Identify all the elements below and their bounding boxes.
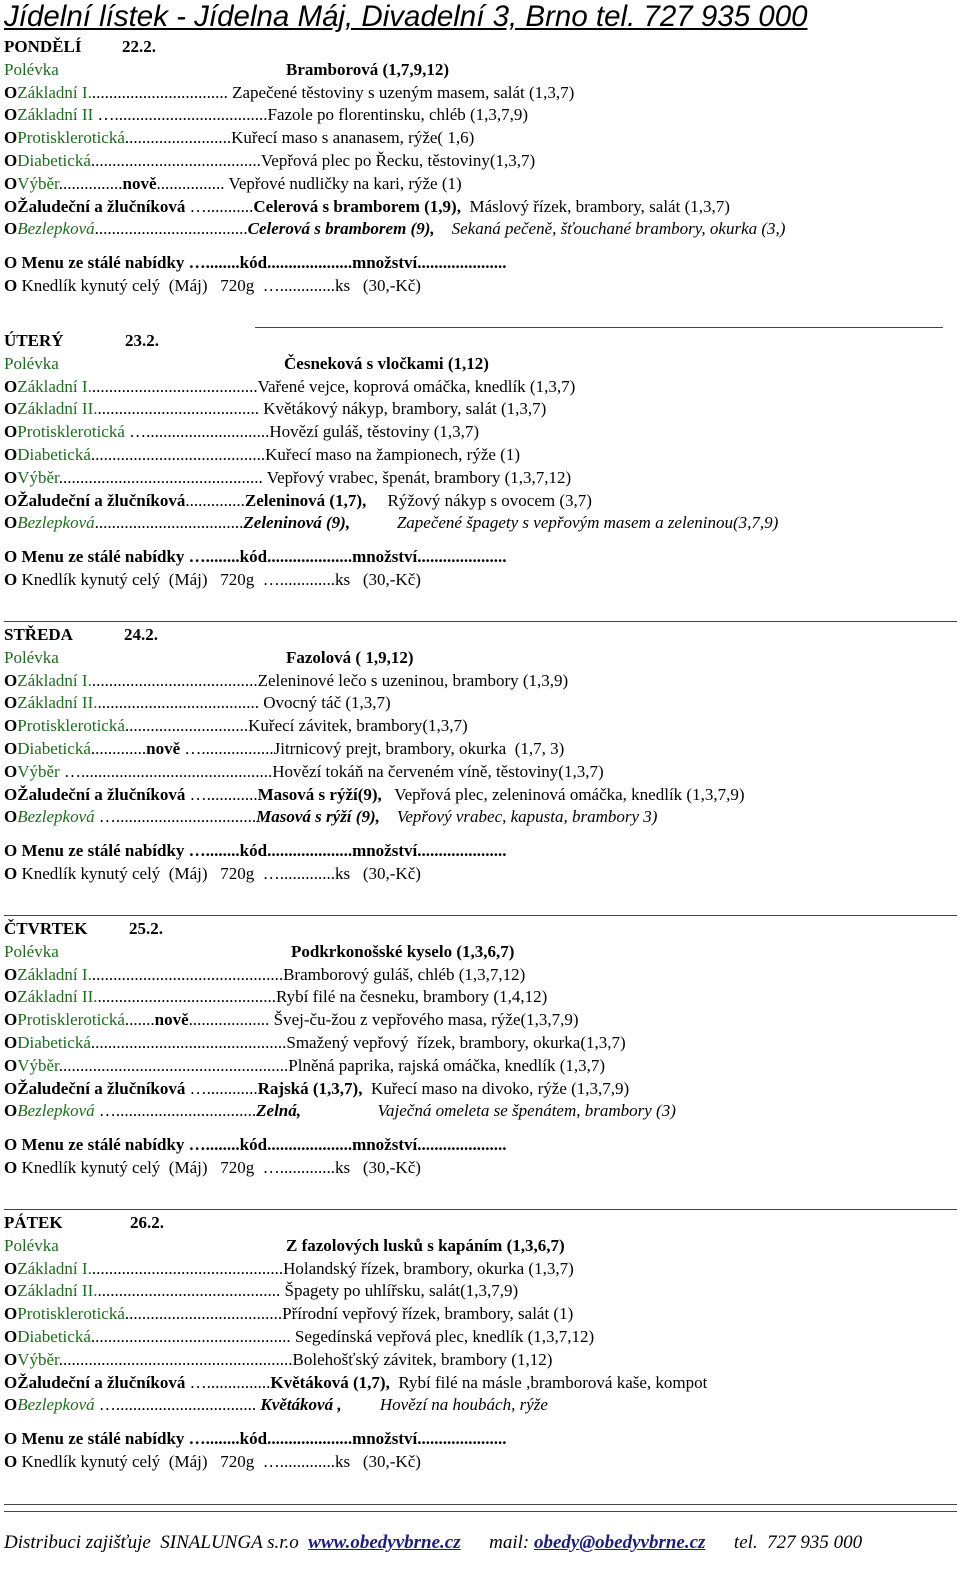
meal-text: Rybí filé na másle ,bramborová kaše, kompot: [389, 1372, 708, 1392]
divider: [4, 1209, 957, 1210]
dumpling-row[interactable]: [4, 1451, 954, 1474]
soup-row: [4, 59, 954, 82]
meal-dots: .......................................................Bolehošťský závitek, brambory (1,12): [58, 1349, 553, 1369]
meal-category: Protisklerotická: [17, 1304, 125, 1324]
soup-name: Česneková s vločkami (1,12): [284, 353, 489, 373]
diet-meal: Masová s rýží (9),: [256, 807, 380, 827]
checkbox-marker[interactable]: O: [4, 784, 18, 804]
meal-row[interactable]: [4, 670, 954, 693]
diet-meal: Zeleninová (9),: [243, 513, 351, 533]
meal-text: Vaječná omeleta se špenátem, brambory (3): [301, 1101, 676, 1121]
footer-distributor: Distribuci zajišťuje SINALUNGA s.r.o: [4, 1532, 309, 1553]
checkbox-marker[interactable]: O: [4, 1078, 18, 1098]
day-header: [4, 36, 954, 59]
checkbox-marker[interactable]: O: [4, 1349, 18, 1369]
day-date: 23.2.: [125, 331, 159, 350]
meal-row[interactable]: [4, 196, 954, 219]
standing-menu-text: Menu ze stálé nabídky …........kód....................množství.....................: [21, 841, 507, 861]
dumpling-text: Knedlík kynutý celý (Máj) 720g ….............ks (30,-Kč): [21, 863, 421, 883]
meal-dots: ….................................: [94, 1395, 257, 1415]
checkbox-marker[interactable]: O: [4, 964, 18, 984]
meal-category: Základní I.: [17, 670, 92, 690]
new-badge: nově: [146, 738, 181, 758]
meal-row[interactable]: [4, 715, 954, 738]
checkbox-marker[interactable]: O: [4, 807, 18, 827]
meal-category: Základní II.: [17, 693, 98, 713]
checkbox-marker[interactable]: O: [4, 422, 18, 442]
dumpling-text: Knedlík kynutý celý (Máj) 720g ….............ks (30,-Kč): [21, 569, 421, 589]
checkbox-marker[interactable]: O: [4, 841, 22, 861]
meal-dots: …....................................Fazole po florentinsku, chléb (1,3,7,9): [93, 105, 529, 125]
diet-meal: Květáková ,: [256, 1395, 342, 1415]
diet-meal: Masová s rýží(9),: [257, 784, 382, 804]
footer-mail-label: mail:: [460, 1532, 534, 1553]
meal-dots: ......................................................Plněná paprika, rajská omáčka, knedlík (1,3,7): [58, 1055, 606, 1075]
checkbox-marker[interactable]: O: [4, 863, 22, 883]
day-header: [4, 624, 954, 647]
soup-name: Bramborová (1,7,9,12): [286, 59, 450, 79]
soup-name: Podkrkonošské kyselo (1,3,6,7): [291, 941, 515, 961]
standing-menu-row[interactable]: [4, 840, 954, 863]
meal-category: Základní II.: [17, 987, 98, 1007]
standing-menu-text: Menu ze stálé nabídky …........kód....................množství.....................: [21, 547, 507, 567]
new-badge: nově: [122, 173, 157, 193]
meal-text: Hovězí na houbách, rýže: [341, 1395, 548, 1415]
standing-menu-row[interactable]: [4, 546, 954, 569]
day-header: [4, 330, 954, 353]
divider: [255, 327, 943, 328]
soup-name: Fazolová ( 1,9,12): [286, 647, 414, 667]
meal-dots: .........................................Kuřecí maso na žampionech, rýže (1): [90, 444, 521, 464]
checkbox-marker[interactable]: O: [4, 1429, 22, 1449]
meal-dots: ................................ Zapečené těstoviny s uzeným masem, salát (1,3,7): [91, 82, 575, 102]
day-name: ČTVRTEK: [4, 919, 88, 938]
meal-category: Výběr: [17, 1349, 59, 1369]
diet-meal: Zelná,: [256, 1101, 301, 1121]
checkbox-marker[interactable]: O: [4, 1304, 18, 1324]
meal-category: Bezlepková: [17, 513, 95, 533]
meal-category: Základní I.: [17, 82, 92, 102]
dumpling-row[interactable]: [4, 1157, 954, 1180]
meal-dots: …............: [185, 784, 258, 804]
meal-category: Bezlepková: [17, 219, 95, 239]
soup-label: Polévka: [4, 353, 59, 373]
checkbox-marker[interactable]: O: [4, 399, 18, 419]
meal-row[interactable]: [4, 1372, 954, 1395]
meal-category: Žaludeční a žlučníková: [17, 1078, 186, 1098]
soup-name: Z fazolových lusků s kapáním (1,3,6,7): [286, 1235, 565, 1255]
footer: [4, 1532, 957, 1554]
meal-dots: …...............: [185, 1372, 271, 1392]
day-name: PONDĚLÍ: [4, 37, 82, 56]
website-link[interactable]: www.obedyvbrne.cz: [308, 1532, 461, 1553]
meal-text: Vepřový vrabec, kapusta, brambory 3): [379, 807, 658, 827]
meal-dots: ..........................................Rybí filé na česneku, brambory (1,4,12): [97, 987, 548, 1007]
day-section: [4, 918, 954, 1180]
diet-meal: Zeleninová (1,7),: [244, 490, 367, 510]
meal-row[interactable]: [4, 1326, 954, 1349]
meal-category: Žaludeční a žlučníková: [17, 196, 186, 216]
meal-row[interactable]: [4, 512, 954, 535]
checkbox-marker[interactable]: O: [4, 150, 18, 170]
day-date: 22.2.: [122, 37, 156, 56]
meal-row[interactable]: [4, 127, 954, 150]
dumpling-row[interactable]: [4, 569, 954, 592]
checkbox-marker[interactable]: O: [4, 105, 18, 125]
meal-row[interactable]: [4, 964, 954, 987]
divider: [4, 621, 957, 622]
dumpling-row[interactable]: [4, 863, 954, 886]
day-date: 26.2.: [130, 1213, 164, 1232]
meal-dots: ..............................................Smažený vepřový řízek, brambory, okurka(1,3,7): [90, 1032, 626, 1052]
standing-menu-row[interactable]: [4, 1428, 954, 1451]
divider: [4, 1504, 957, 1505]
meal-dots: ...................................... Ovocný táč (1,3,7): [97, 693, 391, 713]
new-badge: nově: [154, 1010, 189, 1030]
meal-text: Sekaná pečeně, šťouchané brambory, okurka (3,): [434, 219, 786, 239]
meal-dots: ....................................: [94, 219, 248, 239]
meal-dots: .......: [124, 1010, 155, 1030]
meal-text: ….................Jitrnicový prejt, brambory, okurka (1,7, 3): [180, 738, 565, 758]
meal-text: Máslový řízek, brambory, salát (1,3,7): [460, 196, 730, 216]
meal-dots: ...................................: [94, 513, 244, 533]
meal-category: Základní I.: [17, 964, 92, 984]
meal-dots: .......................................Vařené vejce, koprová omáčka, knedlík (1,3,7): [91, 376, 576, 396]
soup-row: [4, 647, 954, 670]
meal-dots: .............................Kuřecí závitek, brambory(1,3,7): [124, 716, 468, 736]
meal-text: ................... Švej-ču-žou z vepřového masa, rýže(1,3,7,9): [188, 1010, 579, 1030]
soup-row: [4, 353, 954, 376]
soup-label: Polévka: [4, 59, 59, 79]
meal-row[interactable]: [4, 1032, 954, 1055]
checkbox-marker[interactable]: O: [4, 376, 18, 396]
soup-row: [4, 941, 954, 964]
meal-text: Rýžový nákyp s ovocem (3,7): [366, 490, 592, 510]
checkbox-marker[interactable]: O: [4, 490, 18, 510]
meal-row[interactable]: [4, 173, 954, 196]
meal-row[interactable]: [4, 1055, 954, 1078]
checkbox-marker[interactable]: O: [4, 219, 18, 239]
meal-row[interactable]: [4, 104, 954, 127]
day-date: 24.2.: [124, 625, 158, 644]
checkbox-marker[interactable]: O: [4, 569, 22, 589]
day-name: STŘEDA: [4, 625, 73, 644]
checkbox-marker[interactable]: O: [4, 128, 18, 148]
soup-label: Polévka: [4, 1235, 59, 1255]
meal-row[interactable]: [4, 444, 954, 467]
meal-category: Základní II.: [17, 1281, 98, 1301]
meal-row[interactable]: [4, 421, 954, 444]
meal-dots: ..............: [185, 490, 245, 510]
checkbox-marker[interactable]: O: [4, 82, 18, 102]
dumpling-text: Knedlík kynutý celý (Máj) 720g ….............ks (30,-Kč): [21, 275, 421, 295]
meal-row[interactable]: [4, 806, 954, 829]
meal-category: Výběr: [17, 467, 59, 487]
meal-row[interactable]: [4, 398, 954, 421]
meal-category: Žaludeční a žlučníková: [17, 1372, 186, 1392]
meal-row[interactable]: [4, 218, 954, 241]
checkbox-marker[interactable]: O: [4, 693, 18, 713]
meal-category: Diabetická: [17, 444, 91, 464]
meal-row[interactable]: [4, 1280, 954, 1303]
soup-label: Polévka: [4, 647, 59, 667]
meal-dots: ........................................... Špagety po uhlířsku, salát(1,3,7,9): [97, 1281, 519, 1301]
checkbox-marker[interactable]: O: [4, 275, 22, 295]
checkbox-marker[interactable]: O: [4, 467, 18, 487]
meal-category: Základní I.: [17, 376, 92, 396]
meal-category: Bezlepková: [17, 807, 95, 827]
checkbox-marker[interactable]: O: [4, 196, 18, 216]
meal-dots: ….............................................Hovězí tokáň na červeném víně, těstoviny(1,3,7): [59, 761, 604, 781]
meal-text: Vepřová plec, zeleninová omáčka, knedlík (1,3,7,9): [381, 784, 745, 804]
meal-category: Žaludeční a žlučníková: [17, 784, 186, 804]
meal-row[interactable]: [4, 738, 954, 761]
checkbox-marker[interactable]: O: [4, 1326, 18, 1346]
meal-row[interactable]: [4, 1009, 954, 1032]
checkbox-marker[interactable]: O: [4, 1032, 18, 1052]
meal-row[interactable]: [4, 1100, 954, 1123]
day-section: [4, 1212, 954, 1474]
meal-row[interactable]: [4, 490, 954, 513]
day-header: [4, 1212, 954, 1235]
page-title: Jídelní lístek - Jídelna Máj, Divadelní 3, Brno tel. 727 935 000: [4, 0, 808, 33]
diet-meal: Celerová s bramborem (9),: [247, 219, 435, 239]
meal-category: Protisklerotická: [17, 1010, 125, 1030]
meal-dots: ….............................Hovězí guláš, těstoviny (1,3,7): [124, 422, 480, 442]
soup-row: [4, 1235, 954, 1258]
meal-row[interactable]: [4, 467, 954, 490]
standing-menu-text: Menu ze stálé nabídky …........kód....................množství.....................: [21, 1135, 507, 1155]
meal-category: Žaludeční a žlučníková: [17, 490, 186, 510]
meal-dots: ................................................ Vepřový vrabec, špenát, brambory (1,3,7,12): [58, 467, 572, 487]
meal-text: ................ Vepřové nudličky na kari, rýže (1): [156, 173, 462, 193]
meal-row[interactable]: [4, 1349, 954, 1372]
meal-dots: .............................................Holandský řízek, brambory, okurka (1,3,7): [91, 1258, 574, 1278]
meal-row[interactable]: [4, 1303, 954, 1326]
standing-menu-row[interactable]: [4, 252, 954, 275]
meal-row[interactable]: [4, 784, 954, 807]
day-section: [4, 624, 954, 886]
standing-menu-text: Menu ze stálé nabídky …........kód....................množství.....................: [21, 1429, 507, 1449]
checkbox-marker[interactable]: O: [4, 513, 18, 533]
day-name: ÚTERÝ: [4, 331, 64, 350]
dumpling-text: Knedlík kynutý celý (Máj) 720g ….............ks (30,-Kč): [21, 1451, 421, 1471]
day-header: [4, 918, 954, 941]
checkbox-marker[interactable]: O: [4, 1451, 22, 1471]
day-name: PÁTEK: [4, 1213, 63, 1232]
checkbox-marker[interactable]: O: [4, 1395, 18, 1415]
checkbox-marker[interactable]: O: [4, 1101, 18, 1121]
meal-dots: ….................................: [94, 807, 257, 827]
checkbox-marker[interactable]: O: [4, 1055, 18, 1075]
checkbox-marker[interactable]: O: [4, 1135, 22, 1155]
email-link[interactable]: obedy@obedyvbrne.cz: [533, 1532, 706, 1553]
meal-row[interactable]: [4, 376, 954, 399]
divider: [4, 1511, 957, 1512]
meal-dots: .............................................Bramborový guláš, chléb (1,3,7,12): [91, 964, 526, 984]
meal-row[interactable]: [4, 1394, 954, 1417]
meal-category: Bezlepková: [17, 1395, 95, 1415]
checkbox-marker[interactable]: O: [4, 253, 22, 273]
checkbox-marker[interactable]: O: [4, 173, 18, 193]
checkbox-marker[interactable]: O: [4, 1010, 18, 1030]
meal-category: Protisklerotická: [17, 716, 125, 736]
checkbox-marker[interactable]: O: [4, 1281, 18, 1301]
meal-dots: ...............: [58, 173, 123, 193]
day-section: [4, 330, 954, 592]
meal-text: Kuřecí maso na divoko, rýže (1,3,7,9): [362, 1078, 630, 1098]
meal-category: Diabetická: [17, 150, 91, 170]
meal-category: Výběr: [17, 173, 59, 193]
footer-phone: tel. 727 935 000: [705, 1532, 863, 1553]
day-date: 25.2.: [129, 919, 163, 938]
standing-menu-text: Menu ze stálé nabídky …........kód....................množství.....................: [21, 253, 507, 273]
checkbox-marker[interactable]: O: [4, 444, 18, 464]
meal-category: Výběr: [17, 761, 60, 781]
meal-row[interactable]: [4, 692, 954, 715]
soup-label: Polévka: [4, 941, 59, 961]
meal-dots: …...........: [185, 196, 254, 216]
meal-row[interactable]: [4, 761, 954, 784]
meal-category: Diabetická: [17, 738, 91, 758]
meal-dots: .............: [90, 738, 147, 758]
diet-meal: Celerová s bramborem (1,9),: [253, 196, 461, 216]
diet-meal: Květáková (1,7),: [270, 1372, 390, 1392]
checkbox-marker[interactable]: O: [4, 987, 18, 1007]
meal-dots: ….................................: [94, 1101, 257, 1121]
meal-category: Základní II.: [17, 399, 98, 419]
meal-row[interactable]: [4, 150, 954, 173]
divider: [4, 915, 957, 916]
meal-category: Výběr: [17, 1055, 59, 1075]
meal-dots: …............: [185, 1078, 258, 1098]
checkbox-marker[interactable]: O: [4, 1157, 22, 1177]
diet-meal: Rajská (1,3,7),: [257, 1078, 363, 1098]
checkbox-marker[interactable]: O: [4, 547, 22, 567]
meal-category: Bezlepková: [17, 1101, 95, 1121]
meal-dots: .....................................Přírodní vepřový řízek, brambory, salát (1): [124, 1304, 574, 1324]
meal-dots: .........................Kuřecí maso s ananasem, rýže( 1,6): [124, 128, 475, 148]
meal-category: Protisklerotická: [17, 422, 125, 442]
checkbox-marker[interactable]: O: [4, 670, 18, 690]
meal-row[interactable]: [4, 1258, 954, 1281]
meal-text: Zapečené špagety s vepřovým masem a zeleninou(3,7,9): [350, 513, 779, 533]
meal-category: Základní II: [17, 105, 94, 125]
checkbox-marker[interactable]: O: [4, 716, 18, 736]
meal-row[interactable]: [4, 82, 954, 105]
meal-category: Diabetická: [17, 1032, 91, 1052]
meal-dots: ...................................... Květákový nákyp, brambory, salát (1,3,7): [97, 399, 547, 419]
dumpling-text: Knedlík kynutý celý (Máj) 720g ….............ks (30,-Kč): [21, 1157, 421, 1177]
day-section: [4, 36, 954, 298]
meal-category: Diabetická: [17, 1326, 91, 1346]
standing-menu-row[interactable]: [4, 1134, 954, 1157]
checkbox-marker[interactable]: O: [4, 738, 18, 758]
checkbox-marker[interactable]: O: [4, 761, 18, 781]
meal-category: Protisklerotická: [17, 128, 125, 148]
meal-row[interactable]: [4, 1078, 954, 1101]
meal-row[interactable]: [4, 986, 954, 1009]
meal-dots: .......................................Zeleninové lečo s uzeninou, brambory (1,3,9): [91, 670, 569, 690]
checkbox-marker[interactable]: O: [4, 1372, 18, 1392]
dumpling-row[interactable]: [4, 275, 954, 298]
checkbox-marker[interactable]: O: [4, 1258, 18, 1278]
meal-dots: ............................................... Segedínská vepřová plec, knedlík (1,3,7,12): [90, 1326, 595, 1346]
meal-category: Základní I.: [17, 1258, 92, 1278]
meal-dots: ........................................Vepřová plec po Řecku, těstoviny(1,3,7): [90, 150, 536, 170]
